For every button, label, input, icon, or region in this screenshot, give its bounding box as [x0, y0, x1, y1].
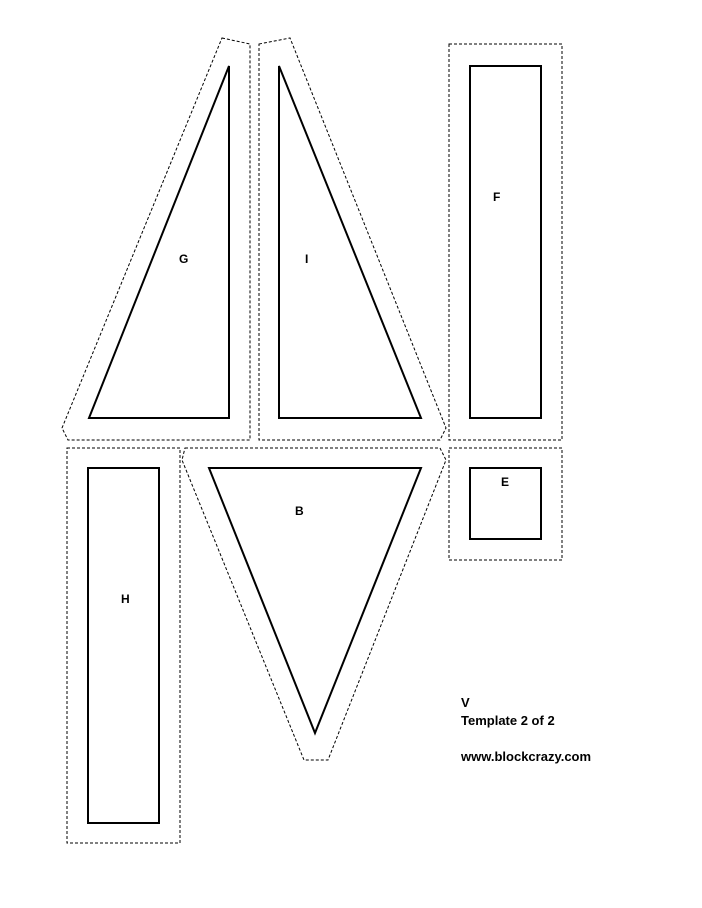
block-letter: V [461, 695, 470, 710]
piece-f-outline [470, 66, 541, 418]
template-page-count: Template 2 of 2 [461, 713, 555, 728]
piece-f-seam-allowance [449, 44, 562, 440]
piece-e-seam-allowance [449, 448, 562, 560]
piece-g-outline [89, 66, 229, 418]
piece-i-label: I [305, 252, 309, 266]
piece-h-seam-allowance [67, 448, 180, 843]
piece-b-label: B [295, 504, 304, 518]
piece-i-seam-allowance [259, 38, 446, 440]
piece-h-outline [88, 468, 159, 823]
piece-h-label: H [121, 592, 130, 606]
website-url: www.blockcrazy.com [461, 749, 592, 764]
piece-g-seam-allowance [62, 38, 250, 440]
piece-b-seam-allowance [182, 448, 446, 760]
piece-e-label: E [501, 475, 510, 489]
piece-g-label: G [179, 252, 189, 266]
piece-f-label: F [493, 190, 501, 204]
piece-i-outline [279, 66, 421, 418]
piece-b-outline [209, 468, 421, 733]
